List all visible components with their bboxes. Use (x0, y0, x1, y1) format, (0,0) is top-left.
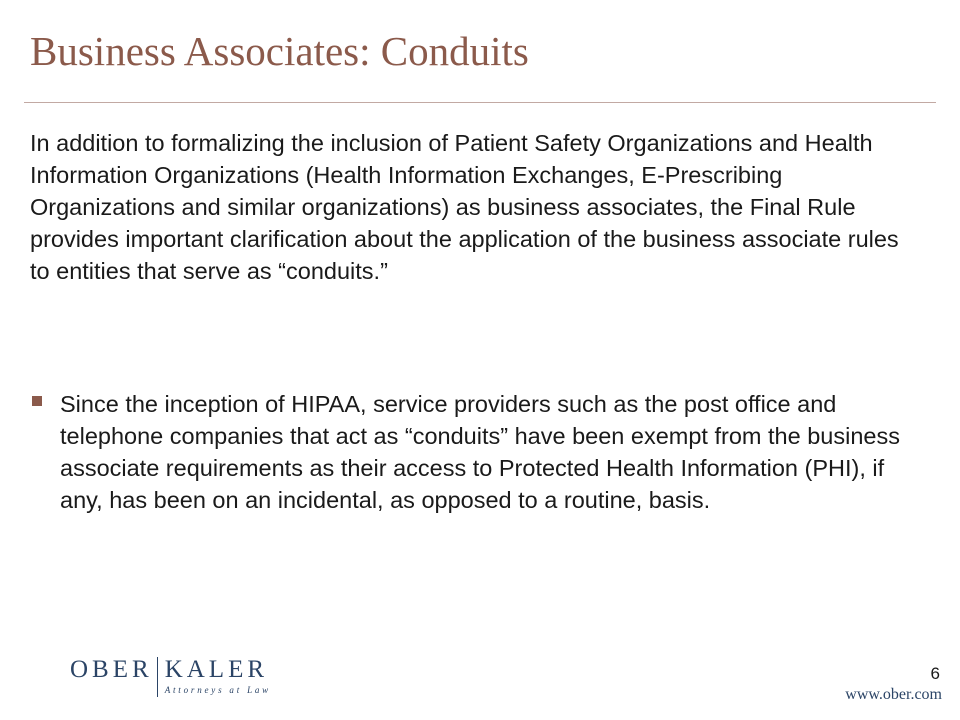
logo-tagline: Attorneys at Law (164, 685, 271, 695)
slide-title: Business Associates: Conduits (30, 28, 529, 74)
website-link[interactable]: www.ober.com (845, 686, 942, 703)
logo-divider (157, 657, 158, 697)
bullet-list (30, 388, 930, 516)
title-divider (24, 102, 936, 103)
logo-right-block (165, 657, 271, 695)
list-item (30, 388, 930, 516)
page-number: 6 (930, 664, 940, 683)
intro-paragraph: In addition to formalizing the inclusion of Patient Safety Organizations and Health Information Organizations (Health Information Exchanges, E-Prescribing Organizations and similar organizations) as business associates, the Final Rule provides important clarification about the application of the business associate rules to entities that serve as “conduits.” (30, 130, 899, 284)
logo-word-right: KALER (164, 656, 269, 683)
square-bullet-icon (32, 396, 42, 406)
logo-word-left: OBER (70, 656, 153, 683)
bullet-text: Since the inception of HIPAA, service providers such as the post office and telephone companies that act as “conduits” have been exempt from the business associate requirements as their access to Protected Health Information (PHI), if any, has been on an incidental, as opposed to a routine, basis. (60, 391, 900, 513)
ober-kaler-logo (70, 657, 271, 699)
